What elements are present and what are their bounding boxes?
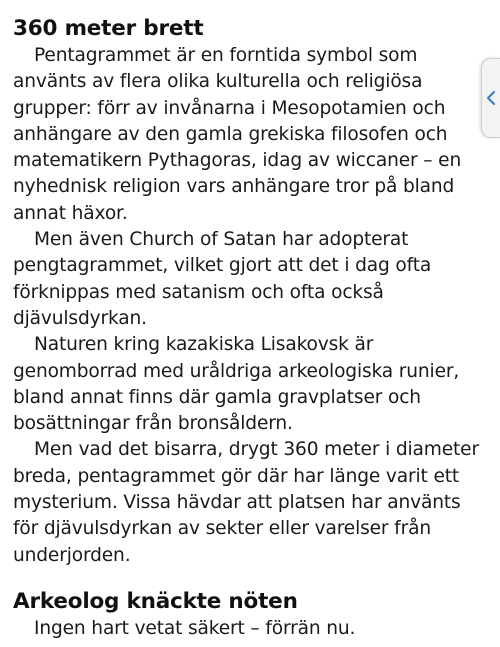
paragraph: Ingen hart vetat säkert – förrän nu. [34,617,356,639]
article-section [13,14,483,569]
paragraph: Men vad det bisarra, drygt 360 meter i diameter breda, pentagrammet gör där har länge varit ett mysterium. Vissa hävdar att platsen har använts för djävulsdyrkan av sekter eller varelser från underjorden. [13,439,479,566]
chevron-left-icon [486,90,496,106]
paragraph: Men även Church of Satan har adopterat pengtagrammet, vilket gjort att det i dag ofta förknippas med satanism och ofta också djävulsdyrkan. [13,229,432,329]
side-drawer-tab[interactable] [481,58,500,138]
paragraph: Pentagrammet är en forntida symbol som använts av flera olika kulturella och religiösa grupper: förr av invånarna i Mesopotamien och anhängare av den gamla grekiska filosofen och matematikern Pythagoras, idag av wiccaner – en nyhednisk religion vars anhängare tror på bland annat häxor. [13,45,462,224]
section-heading: 360 meter brett [13,16,204,41]
paragraph: Naturen kring kazakiska Lisakovsk är genomborrad med uråldriga arkeologiska runier, bland annat finns där gamla gravplatser och bosättningar från bronsåldern. [13,334,460,435]
section-heading: Arkeolog knäckte nöten [13,588,298,614]
article-body [13,14,483,642]
article-section [13,587,483,642]
